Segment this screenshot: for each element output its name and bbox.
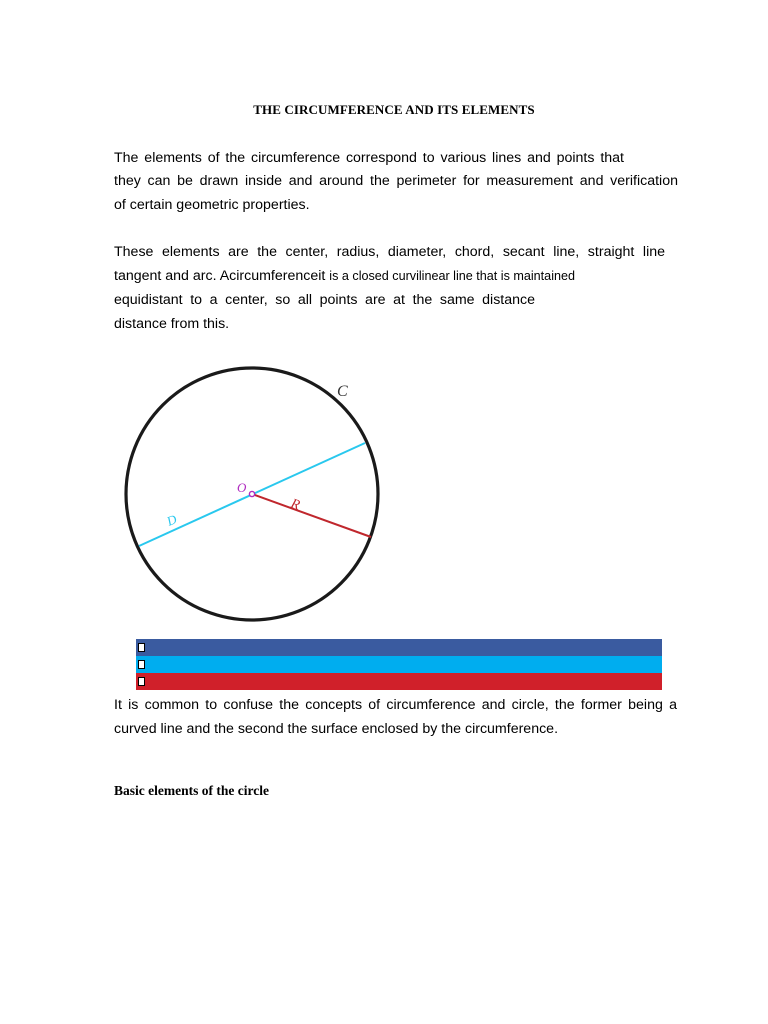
text-line: of certain geometric properties. [114, 197, 310, 213]
label-d: D [164, 511, 179, 529]
text-line: distance from this. [114, 316, 230, 332]
text-line: they can be drawn inside and around the perimeter for measurement and verification [114, 173, 678, 189]
radius-line [252, 494, 371, 537]
legend-bar-red [136, 673, 662, 690]
circle-diagram [118, 360, 388, 625]
label-r: R [288, 496, 302, 514]
section-heading: Basic elements of the circle [114, 783, 269, 798]
checkbox-icon [138, 677, 145, 686]
page-title: THE CIRCUMFERENCE AND ITS ELEMENTS [253, 102, 535, 117]
text-segment-small: is a closed curvilinear line that is maintained [329, 269, 575, 283]
text-line [114, 267, 678, 285]
checkbox-icon [138, 643, 145, 652]
legend-bar-blue [136, 639, 662, 656]
center-point [249, 491, 254, 496]
label-c: C [337, 383, 348, 400]
text-line: It is common to confuse the concepts of circumference and circle, the former being a [114, 697, 677, 713]
text-segment: tangent and arc. Acircumferenceit [114, 268, 330, 284]
text-line: These elements are the center, radius, diameter, chord, secant line, straight line [114, 244, 665, 260]
text-line: equidistant to a center, so all points are at the same distance [114, 292, 535, 308]
text-line: The elements of the circumference correspond to various lines and points that [114, 150, 624, 166]
legend-bar-cyan [136, 656, 662, 673]
text-line: curved line and the second the surface enclosed by the circumference. [114, 721, 559, 737]
label-o: O [237, 480, 247, 495]
checkbox-icon [138, 660, 145, 669]
